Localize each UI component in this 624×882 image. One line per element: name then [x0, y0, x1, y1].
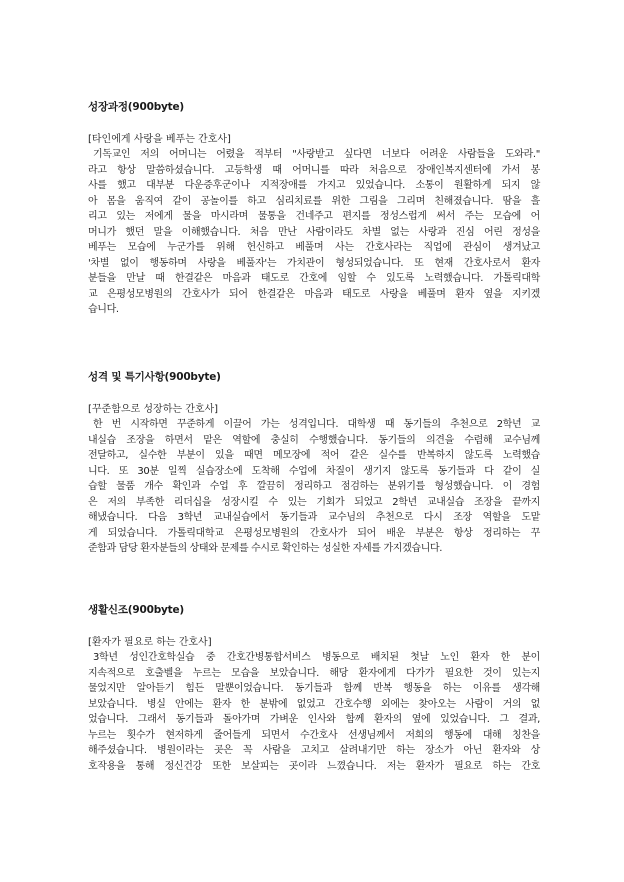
section-growth: [88, 100, 540, 318]
text-line: 해주셨습니다. 병원이라는 곳은 꼭 사람을 고치고 살려내기만 하는 장소가 아닌 환자와 상: [88, 745, 540, 756]
text-line: 아 몸을 움직여 같이 공놀이를 하고 심리치료를 위한 그림을 그리며 친해졌습니다. 땀을 흘: [88, 195, 540, 207]
text-line: 지속적으로 호출벨을 누르는 모습을 보았습니다. 해당 환자에게 다가가 필요한 것이 있는지: [88, 667, 540, 679]
text-line: 전달하고, 실수한 부분이 있을 때면 메모장에 적어 같은 실수를 반복하지 않도록 노력했습: [88, 450, 540, 461]
text-line: '차별 없이 행동하며 사랑을 베풀자'는 가치관이 형성되었습니다. 또 현재 간호사로서 환자: [88, 257, 540, 269]
text-line: 기독교인 저의 어머니는 어렸을 적부터 "사랑받고 싶다면 너보다 어려운 사람들을 도와라.": [93, 149, 540, 160]
text-line: 었습니다. 그래서 동기들과 돌아가며 가벼운 인사와 함께 환자의 옆에 있었습니다. 그 결과,: [88, 714, 540, 725]
text-line: 머니가 했던 말을 이해했습니다. 처음 만난 사람이라도 차별 없는 사랑과 진심 어린 정성을: [88, 226, 540, 238]
text-line: 내실습 조장을 하면서 맡은 역할에 충실히 수행했습니다. 동기들의 의견을 수렴해 교수님께: [88, 434, 540, 446]
text-line: 라고 항상 말씀하셨습니다. 고등학생 때 어머니를 따라 처음으로 장애인복지센터에 가서 봉: [88, 164, 540, 176]
text-line: 교 은평성모병원의 간호사가 되어 한결같은 마음과 태도로 사랑을 베풀며 환자 옆을 지키겠: [88, 288, 540, 300]
text-line: 준함과 담당 환자분들의 상태와 문제를 수시로 확인하는 성실한 자세를 가지겠습니다.: [88, 543, 443, 554]
text-line: 3학년 성인간호학실습 중 간호간병통합서비스 병동으로 배치된 첫날 노인 환자 한 분이: [93, 652, 540, 663]
text-line: 물었지만 알아듣기 힘든 말뿐이었습니다. 동기들과 함께 반복 행동을 하는 이유를 생각해: [88, 683, 540, 694]
section-body: [88, 417, 540, 557]
text-line: 호작용을 통해 정신건강 또한 보살피는 곳이라 느꼈습니다. 저는 환자가 필요로 하는 간호: [88, 760, 540, 772]
section-personality: [88, 370, 540, 557]
section-subheading: [꾸준함으로 성장하는 간호사]: [88, 404, 219, 415]
section-heading: 성장과정(900byte): [88, 101, 184, 113]
section-heading: 생활신조(900byte): [88, 604, 184, 616]
section-heading: 성격 및 특기사항(900byte): [88, 371, 221, 383]
text-line: 니다. 또 30분 일찍 실습장소에 도착해 수업에 차질이 생기지 않도록 동기들과 다 같이 실: [88, 465, 540, 477]
text-line: 한 번 시작하면 꾸준하게 이끌어 가는 성격입니다. 대학생 때 동기들의 추천으로 2학년 교: [93, 419, 540, 430]
text-line: 게 되었습니다. 가톨릭대학교 은평성모병원의 간호사가 되어 배운 부분은 항상 정리하는 꾸: [88, 527, 540, 539]
text-line: 보았습니다. 병실 안에는 환자 한 분밖에 없었고 간호수행 외에는 찾아오는 사람이 거의 없: [88, 698, 540, 710]
section-body: [88, 650, 540, 774]
text-line: 사를 했고 대부분 다운증후군이나 지적장애를 가지고 있었습니다. 소통이 원활하게 되지 않: [88, 180, 540, 191]
text-line: 은 저의 부족한 리더십을 성장시킬 수 있는 기회가 되었고 2학년 교내실습 조장을 끝까지: [88, 496, 540, 508]
text-line: 분들을 만날 때 한결같은 마음과 태도로 간호에 임할 수 있도록 노력했습니다. 가톨릭대학: [88, 273, 540, 284]
text-line: 해냈습니다. 다음 3학년 교내실습에서 동기들과 교수님의 추천으로 다시 조장 역할을 도맡: [88, 512, 540, 523]
text-line: 습할 물품 개수 확인과 수업 후 깔끔히 정리하고 점검하는 분위기를 형성했습니다. 이 경험: [88, 481, 540, 492]
section-subheading: [타인에게 사랑을 베푸는 간호사]: [88, 134, 231, 145]
section-subheading: [환자가 필요로 하는 간호사]: [88, 637, 212, 648]
text-line: 리고 있는 저에게 물을 마시라며 물통을 건네주고 편지를 정성스럽게 써서 주는 모습에 어: [88, 211, 540, 222]
text-line: 누르는 횟수가 현저하게 줄어들게 되면서 수간호사 선생님께서 저희의 행동에 대해 칭찬을: [88, 729, 540, 741]
text-line: 습니다.: [88, 304, 119, 315]
section-body: [88, 147, 540, 318]
section-life-motto: [88, 603, 540, 774]
text-line: 베푸는 모습에 누군가를 위해 헌신하고 베풀며 사는 간호사라는 직업에 관심이 생겨났고: [88, 242, 540, 253]
